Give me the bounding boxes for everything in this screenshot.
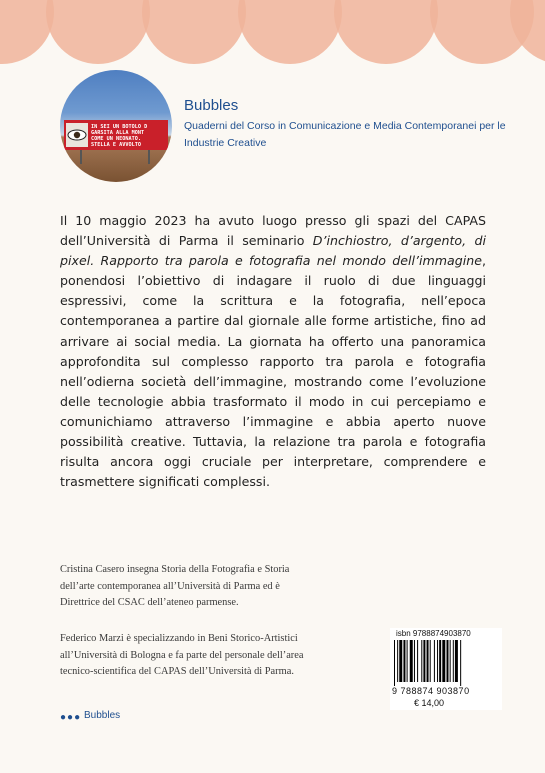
billboard-line-3: COME UN NEONATO. <box>91 136 141 142</box>
barcode-bar <box>460 640 461 686</box>
decorative-circle <box>46 0 150 64</box>
series-subtitle: Quaderni del Corso in Comunicazione e Media Contemporanei per le Industrie Creative <box>184 120 506 149</box>
decorative-circle <box>142 0 246 64</box>
seminar-title: D’inchiostro, d’argento, di pixel. Rapporto tra parola e fotografia nel mondo dell’immagine <box>60 233 486 269</box>
barcode-bar <box>437 640 438 682</box>
billboard-post <box>148 150 150 164</box>
decorative-circle <box>510 0 545 64</box>
series-dots-icon: ●●● <box>60 712 82 723</box>
eye-pupil <box>74 132 80 138</box>
decorative-circles <box>0 0 545 70</box>
decorative-circle <box>238 0 342 64</box>
barcode-bar <box>407 640 408 682</box>
isbn-barcode <box>390 628 502 710</box>
barcode-bar <box>417 640 418 682</box>
blurb-intro: Il 10 maggio 2023 ha avuto luogo presso gli spazi del CAPAS dell’Università di Parma il seminario <box>60 213 486 249</box>
barcode-bar <box>421 640 422 682</box>
barcode-bar <box>403 640 405 682</box>
barcode-bar <box>430 640 431 682</box>
barcode-bar <box>423 640 425 682</box>
series-emblem-image <box>60 70 172 182</box>
author-bio-casero: Cristina Casero insegna Storia della Fotografia e Storia dell’arte contemporanea all’Università di Parma ed è Direttrice del CSAC dell’ateneo parmense. <box>60 564 290 608</box>
isbn-digits: 9 788874 903870 <box>392 686 470 696</box>
barcode-bar <box>427 640 429 682</box>
barcode-bar <box>399 640 402 682</box>
billboard-line-4: STELLA E AVVOLTO <box>91 142 141 148</box>
billboard-post <box>80 150 82 164</box>
barcode-bar <box>397 640 398 682</box>
billboard-line-1: IN SEI UN BOTOLO D <box>91 124 148 130</box>
barcode-bar <box>442 640 445 682</box>
blurb-main: , ponendosi l’obiettivo di indagare il ruolo di due linguaggi espressivi, come la scrittura e la fotografia, nell’epoca contemporanea a partire dal giornale alle forme artistiche, fino ad arrivare ai social media. La giornata ha offerto una panoramica approfondita sul complesso rapporto tra parola e fotografia nell’odierna società dell’immagine, mostrando come l’evoluzione delle tecnologie abbia trasformato il modo in cui percepiamo e comunichiamo attraverso l’immagine e abbia aperto nuove possibilità creative. Tuttavia, la relazione tra parola e fotografia risulta ancora oggi cruciale per interpretare, comprendere e trasmettere significati complessi. <box>60 253 486 490</box>
author-bio-marzi: Federico Marzi è specializzando in Beni Storico-Artistici all’Università di Bologna e fa parte del personale dell’area tecnico-scientifica del CAPAS dell’Università di Parma. <box>60 633 304 677</box>
footer-series-label: Bubbles <box>84 710 121 721</box>
billboard-photo <box>60 70 172 182</box>
barcode-bar <box>447 640 449 682</box>
barcode-bar <box>434 640 435 682</box>
back-cover-blurb <box>60 211 486 492</box>
barcode-bar <box>453 640 454 682</box>
barcode-bar <box>455 640 458 682</box>
barcode-bar <box>410 640 413 682</box>
barcode-bar <box>394 640 395 686</box>
barcode-bar <box>414 640 415 682</box>
price-label: € 14,00 <box>414 698 445 708</box>
decorative-circle <box>334 0 438 64</box>
billboard-line-2: GARSITA ALLA MONT <box>91 130 145 136</box>
series-title: Bubbles <box>184 97 239 114</box>
barcode-bar <box>450 640 451 682</box>
isbn-label: isbn 9788874903870 <box>396 629 471 638</box>
barcode-bars <box>394 640 498 686</box>
barcode-bar <box>439 640 441 682</box>
